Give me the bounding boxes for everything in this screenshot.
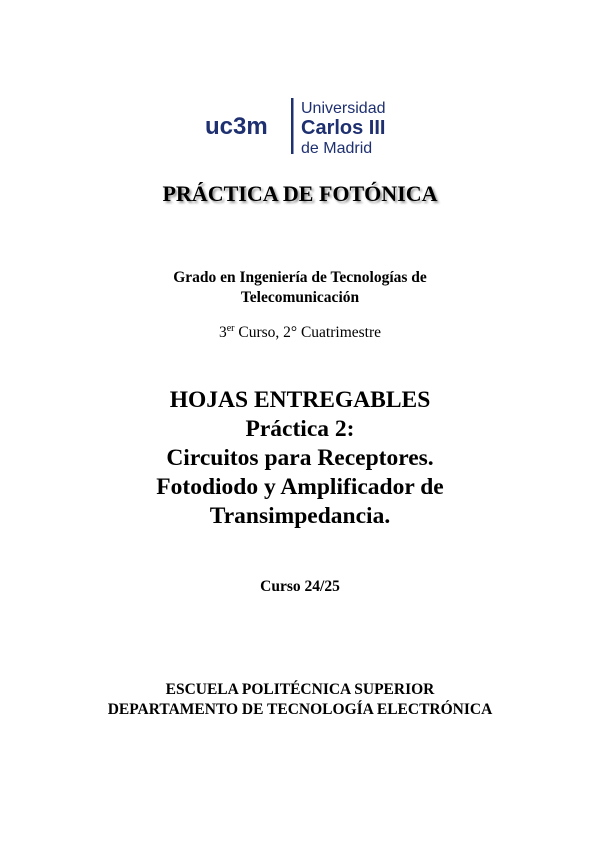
heading-line: Circuitos para Receptores. bbox=[166, 445, 434, 471]
degree-name bbox=[0, 268, 600, 308]
heading-line: HOJAS ENTREGABLES bbox=[169, 387, 431, 413]
academic-year: Curso 24/25 bbox=[260, 578, 340, 595]
department-line: DEPARTAMENTO DE TECNOLOGÍA ELECTRÓNICA bbox=[107, 701, 493, 718]
university-logo bbox=[205, 96, 400, 156]
main-heading bbox=[0, 386, 600, 531]
course-sup: er bbox=[226, 323, 235, 334]
course-term bbox=[0, 323, 600, 342]
svg-text:de Madrid: de Madrid bbox=[301, 140, 373, 156]
heading-line: Práctica 2: bbox=[245, 416, 355, 442]
degree-line: Grado en Ingeniería de Tecnologías de bbox=[173, 269, 427, 286]
document-title: PRÁCTICA DE FOTÓNICA bbox=[162, 181, 438, 206]
school-department bbox=[0, 680, 600, 720]
course-rest: Curso, 2° Cuatrimestre bbox=[234, 324, 382, 342]
svg-text:Universidad: Universidad bbox=[301, 100, 386, 117]
course-num: 3 bbox=[218, 324, 227, 342]
svg-text:uc3m: uc3m bbox=[205, 113, 268, 140]
degree-line: Telecomunicación bbox=[240, 289, 360, 306]
heading-line: Fotodiodo y Amplificador de bbox=[156, 474, 444, 500]
heading-line: Transimpedancia. bbox=[209, 503, 391, 529]
school-line: ESCUELA POLITÉCNICA SUPERIOR bbox=[165, 681, 435, 698]
svg-text:Carlos III: Carlos III bbox=[301, 117, 386, 139]
